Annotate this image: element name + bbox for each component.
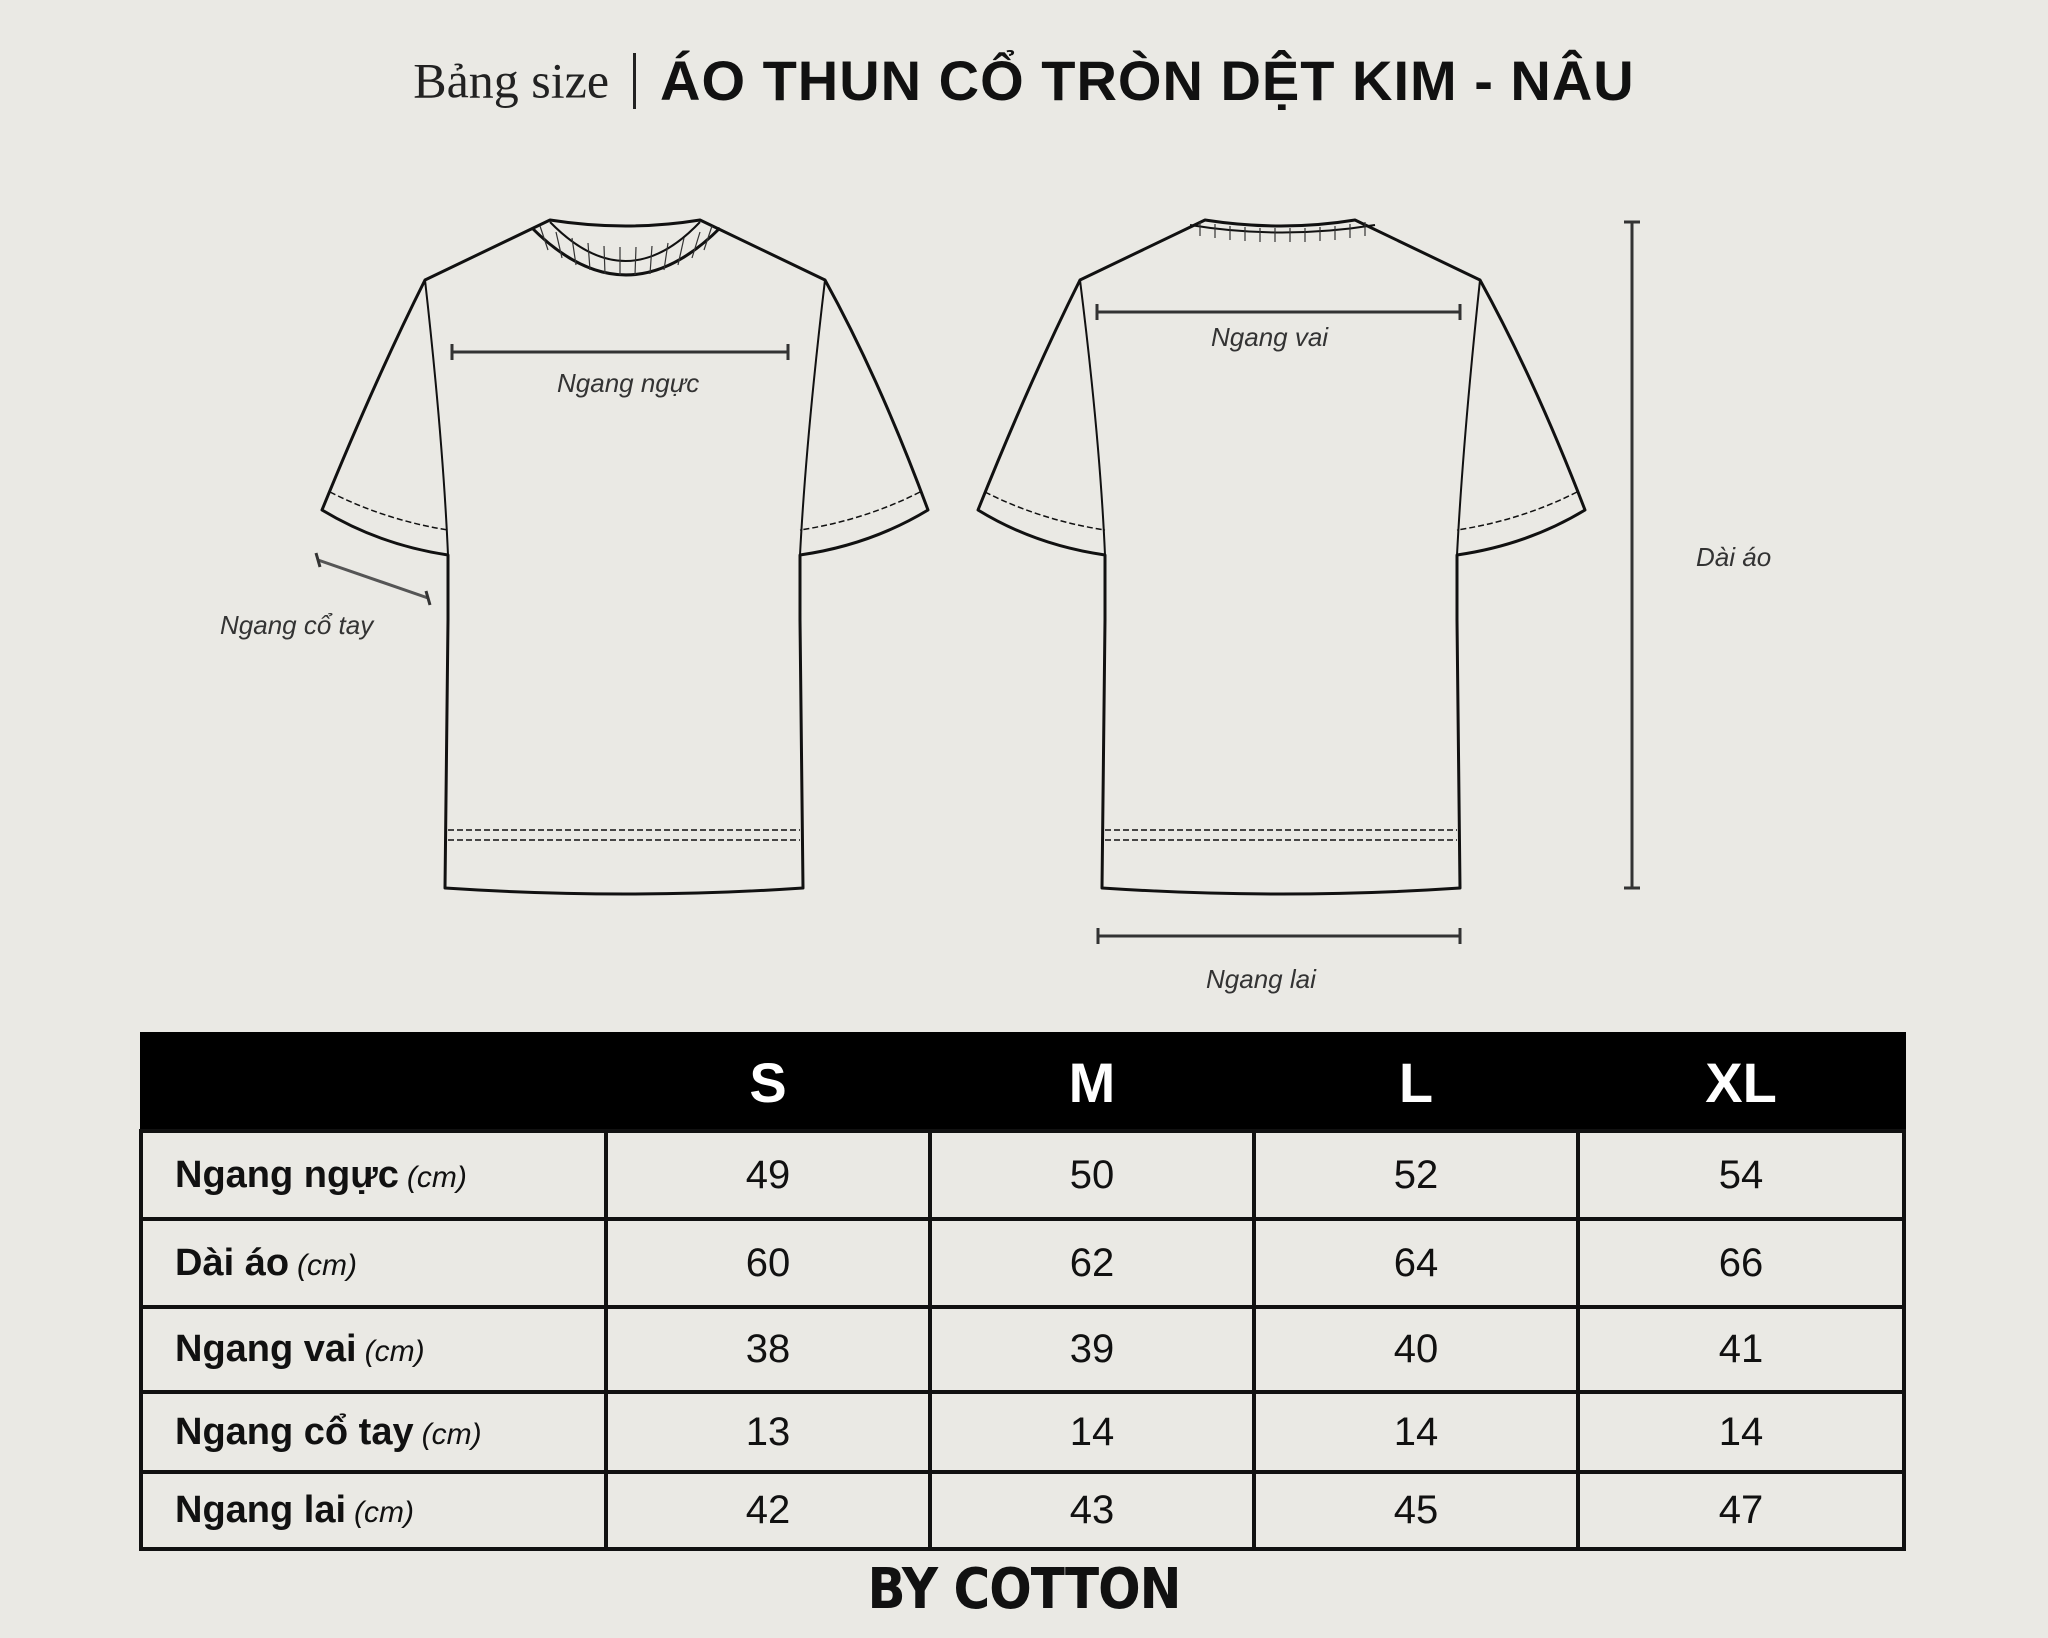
- size-header-row: [141, 1034, 1904, 1132]
- table-cell: 14: [930, 1392, 1254, 1472]
- size-table: [139, 1032, 1906, 1551]
- cuff-measure-line: [318, 560, 428, 598]
- table-row: [141, 1307, 1904, 1392]
- table-cell: 41: [1578, 1307, 1904, 1392]
- table-cell: 45: [1254, 1472, 1578, 1549]
- table-cell: 38: [606, 1307, 930, 1392]
- size-s-header: S: [606, 1034, 930, 1132]
- row-label: [141, 1307, 606, 1392]
- table-cell: 13: [606, 1392, 930, 1472]
- product-name: ÁO THUN CỔ TRÒN DỆT KIM - NÂU: [660, 49, 1635, 112]
- table-cell: 39: [930, 1307, 1254, 1392]
- table-cell: 14: [1578, 1392, 1904, 1472]
- row-unit: (cm): [421, 1417, 482, 1451]
- table-cell: 54: [1578, 1131, 1904, 1219]
- row-label: [141, 1131, 606, 1219]
- row-label: [141, 1219, 606, 1307]
- table-cell: 49: [606, 1131, 930, 1219]
- row-label-text: Dài áo: [175, 1241, 290, 1284]
- table-cell: 50: [930, 1131, 1254, 1219]
- row-unit: (cm): [297, 1248, 358, 1282]
- hem-measure-label: Ngang lai: [1206, 964, 1316, 994]
- row-label-text: Ngang vai: [175, 1328, 357, 1370]
- table-cell: 43: [930, 1472, 1254, 1549]
- cuff-measure-label: Ngang cổ tay: [220, 610, 374, 640]
- length-measure-label: Dài áo: [1696, 542, 1772, 572]
- row-label-text: Ngang cổ tay: [175, 1410, 414, 1453]
- table-cell: 14: [1254, 1392, 1578, 1472]
- brand-logo: BY COTTON: [867, 1556, 1181, 1622]
- row-label-text: Ngang ngực: [175, 1153, 399, 1196]
- shoulder-measure-label: Ngang vai: [1211, 322, 1329, 352]
- size-m-header: M: [930, 1034, 1254, 1132]
- table-cell: 64: [1254, 1219, 1578, 1307]
- size-xl-header: XL: [1578, 1034, 1904, 1132]
- table-cell: 42: [606, 1472, 930, 1549]
- table-cell: 52: [1254, 1131, 1578, 1219]
- row-unit: (cm): [364, 1335, 425, 1368]
- row-label: [141, 1472, 606, 1549]
- table-row: [141, 1392, 1904, 1472]
- table-row: [141, 1131, 1904, 1219]
- front-tshirt-drawing: [322, 220, 928, 894]
- table-row: [141, 1219, 1904, 1307]
- size-l-header: L: [1254, 1034, 1578, 1132]
- row-unit: (cm): [354, 1496, 415, 1529]
- row-label: [141, 1392, 606, 1472]
- row-unit: (cm): [406, 1160, 467, 1194]
- table-cell: 66: [1578, 1219, 1904, 1307]
- table-cell: 62: [930, 1219, 1254, 1307]
- table-cell: 40: [1254, 1307, 1578, 1392]
- size-chart-label: Bảng size: [413, 52, 610, 109]
- row-label-text: Ngang lai: [175, 1489, 347, 1531]
- table-cell: 60: [606, 1219, 930, 1307]
- table-cell: 47: [1578, 1472, 1904, 1549]
- header-blank: [141, 1034, 606, 1132]
- chest-measure-label: Ngang ngực: [557, 368, 700, 398]
- table-row: [141, 1472, 1904, 1549]
